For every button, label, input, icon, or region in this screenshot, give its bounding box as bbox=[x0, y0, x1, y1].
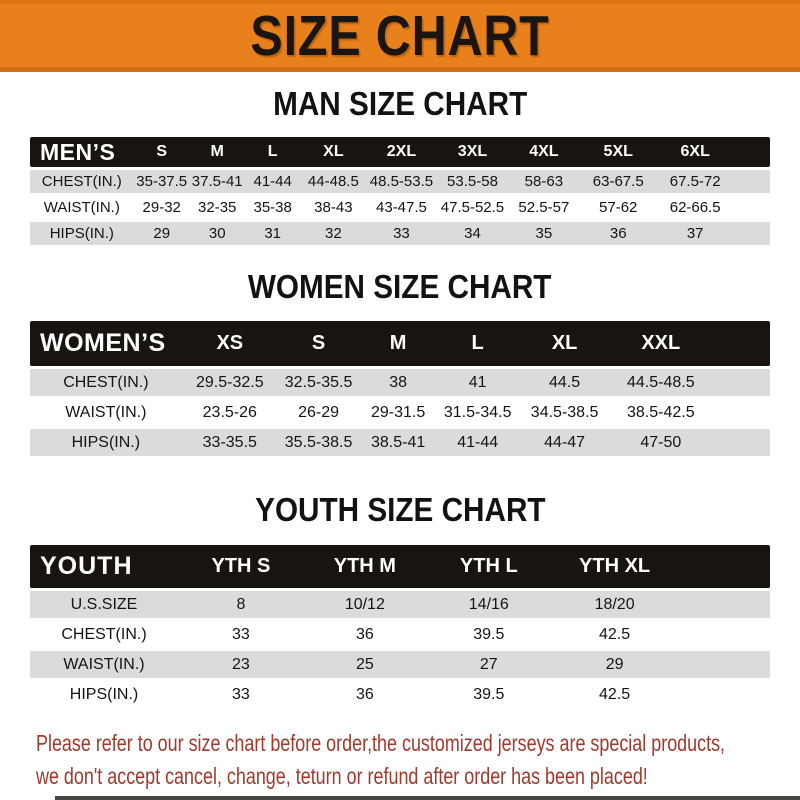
table-column-header: XL bbox=[301, 137, 366, 167]
table-column-header: 2XL bbox=[366, 137, 437, 167]
size-cell: 23 bbox=[178, 648, 304, 678]
row-label: U.S.SIZE bbox=[30, 588, 178, 618]
table-row bbox=[30, 618, 770, 648]
size-cell: 29-32 bbox=[134, 193, 190, 219]
row-spacer bbox=[734, 167, 770, 193]
row-label: HIPS(IN.) bbox=[30, 219, 134, 245]
size-cell: 44-48.5 bbox=[301, 167, 366, 193]
size-cell: 47.5-52.5 bbox=[437, 193, 508, 219]
size-cell: 38 bbox=[359, 366, 437, 396]
header-spacer bbox=[734, 137, 770, 167]
main-title: SIZE CHART bbox=[250, 3, 550, 68]
size-cell: 41-44 bbox=[437, 426, 518, 456]
section-title-text: YOUTH SIZE CHART bbox=[254, 491, 546, 528]
size-cell: 25 bbox=[304, 648, 426, 678]
header-spacer bbox=[711, 321, 770, 366]
size-cell: 47-50 bbox=[611, 426, 711, 456]
row-spacer bbox=[711, 396, 770, 426]
table-header-label: MEN’S bbox=[30, 137, 134, 167]
row-spacer bbox=[677, 588, 770, 618]
size-cell: 31 bbox=[245, 219, 301, 245]
sections-container bbox=[0, 86, 800, 708]
size-cell: 34 bbox=[437, 219, 508, 245]
row-spacer bbox=[734, 219, 770, 245]
size-cell: 18/20 bbox=[552, 588, 678, 618]
row-spacer bbox=[677, 618, 770, 648]
size-cell: 32 bbox=[301, 219, 366, 245]
size-cell: 38-43 bbox=[301, 193, 366, 219]
section-title-text: MAN SIZE CHART bbox=[272, 85, 528, 122]
table-row bbox=[30, 219, 770, 245]
size-cell: 29 bbox=[552, 648, 678, 678]
size-cell: 35 bbox=[508, 219, 580, 245]
row-label: HIPS(IN.) bbox=[30, 678, 178, 708]
table-row bbox=[30, 366, 770, 396]
row-label: WAIST(IN.) bbox=[30, 193, 134, 219]
womens-section-title bbox=[0, 269, 800, 305]
bottom-strip bbox=[55, 796, 800, 800]
table-column-header: L bbox=[245, 137, 301, 167]
table-column-header: YTH S bbox=[178, 545, 304, 588]
size-cell: 34.5-38.5 bbox=[518, 396, 611, 426]
size-section-womens bbox=[0, 269, 800, 456]
size-cell: 33 bbox=[178, 678, 304, 708]
size-cell: 33 bbox=[366, 219, 437, 245]
banner bbox=[0, 0, 800, 72]
footer-note-line2: we don't accept cancel, change, teturn or refund after order has been placed! bbox=[36, 763, 648, 789]
row-spacer bbox=[677, 648, 770, 678]
size-cell: 36 bbox=[304, 618, 426, 648]
table-column-header: 3XL bbox=[437, 137, 508, 167]
table-row bbox=[30, 167, 770, 193]
size-cell: 29-31.5 bbox=[359, 396, 437, 426]
table-column-header: S bbox=[278, 321, 359, 366]
size-cell: 44-47 bbox=[518, 426, 611, 456]
table-column-header: M bbox=[190, 137, 245, 167]
row-spacer bbox=[711, 426, 770, 456]
footer-note bbox=[36, 727, 800, 793]
mens-section-title bbox=[0, 86, 800, 122]
row-spacer bbox=[734, 193, 770, 219]
size-cell: 48.5-53.5 bbox=[366, 167, 437, 193]
row-label: CHEST(IN.) bbox=[30, 366, 182, 396]
youth-size-table bbox=[30, 545, 770, 708]
size-cell: 43-47.5 bbox=[366, 193, 437, 219]
size-section-mens bbox=[0, 86, 800, 245]
size-cell: 39.5 bbox=[426, 678, 552, 708]
size-cell: 26-29 bbox=[278, 396, 359, 426]
size-cell: 41 bbox=[437, 366, 518, 396]
table-header-row bbox=[30, 137, 770, 167]
table-header-row bbox=[30, 545, 770, 588]
table-row bbox=[30, 648, 770, 678]
size-cell: 33-35.5 bbox=[182, 426, 278, 456]
size-cell: 42.5 bbox=[552, 618, 678, 648]
size-cell: 37.5-41 bbox=[190, 167, 245, 193]
table-column-header: S bbox=[134, 137, 190, 167]
size-cell: 33 bbox=[178, 618, 304, 648]
size-cell: 29.5-32.5 bbox=[182, 366, 278, 396]
size-cell: 32-35 bbox=[190, 193, 245, 219]
size-cell: 53.5-58 bbox=[437, 167, 508, 193]
size-cell: 37 bbox=[657, 219, 734, 245]
size-section-youth bbox=[0, 492, 800, 708]
size-cell: 42.5 bbox=[552, 678, 678, 708]
table-column-header: XXL bbox=[611, 321, 711, 366]
table-header-row bbox=[30, 321, 770, 366]
size-cell: 32.5-35.5 bbox=[278, 366, 359, 396]
size-cell: 67.5-72 bbox=[657, 167, 734, 193]
table-row bbox=[30, 396, 770, 426]
size-cell: 39.5 bbox=[426, 618, 552, 648]
size-cell: 38.5-41 bbox=[359, 426, 437, 456]
size-cell: 29 bbox=[134, 219, 190, 245]
size-cell: 58-63 bbox=[508, 167, 580, 193]
table-column-header: M bbox=[359, 321, 437, 366]
size-cell: 38.5-42.5 bbox=[611, 396, 711, 426]
table-column-header: L bbox=[437, 321, 518, 366]
row-label: CHEST(IN.) bbox=[30, 167, 134, 193]
youth-section-title bbox=[0, 492, 800, 528]
size-cell: 36 bbox=[304, 678, 426, 708]
section-title-text: WOMEN SIZE CHART bbox=[248, 268, 552, 305]
header-spacer bbox=[677, 545, 770, 588]
size-cell: 35.5-38.5 bbox=[278, 426, 359, 456]
table-row bbox=[30, 588, 770, 618]
size-cell: 35-37.5 bbox=[134, 167, 190, 193]
size-cell: 52.5-57 bbox=[508, 193, 580, 219]
size-cell: 44.5-48.5 bbox=[611, 366, 711, 396]
size-cell: 31.5-34.5 bbox=[437, 396, 518, 426]
size-cell: 23.5-26 bbox=[182, 396, 278, 426]
table-column-header: 4XL bbox=[508, 137, 580, 167]
row-spacer bbox=[677, 678, 770, 708]
table-row bbox=[30, 193, 770, 219]
size-cell: 36 bbox=[580, 219, 657, 245]
row-label: WAIST(IN.) bbox=[30, 648, 178, 678]
size-cell: 44.5 bbox=[518, 366, 611, 396]
table-row bbox=[30, 678, 770, 708]
size-cell: 63-67.5 bbox=[580, 167, 657, 193]
table-column-header: YTH M bbox=[304, 545, 426, 588]
row-spacer bbox=[711, 366, 770, 396]
size-cell: 41-44 bbox=[245, 167, 301, 193]
size-cell: 10/12 bbox=[304, 588, 426, 618]
size-cell: 8 bbox=[178, 588, 304, 618]
size-cell: 62-66.5 bbox=[657, 193, 734, 219]
row-label: CHEST(IN.) bbox=[30, 618, 178, 648]
footer-note-line1: Please refer to our size chart before order,the customized jerseys are special products, bbox=[36, 730, 726, 756]
row-label: WAIST(IN.) bbox=[30, 396, 182, 426]
table-column-header: YTH L bbox=[426, 545, 552, 588]
table-column-header: YTH XL bbox=[552, 545, 678, 588]
size-cell: 27 bbox=[426, 648, 552, 678]
size-cell: 35-38 bbox=[245, 193, 301, 219]
size-cell: 30 bbox=[190, 219, 245, 245]
womens-size-table bbox=[30, 321, 770, 456]
table-column-header: XS bbox=[182, 321, 278, 366]
table-header-label: WOMEN’S bbox=[30, 321, 182, 366]
table-column-header: 5XL bbox=[580, 137, 657, 167]
table-row bbox=[30, 426, 770, 456]
table-column-header: XL bbox=[518, 321, 611, 366]
size-cell: 57-62 bbox=[580, 193, 657, 219]
table-column-header: 6XL bbox=[657, 137, 734, 167]
table-header-label: YOUTH bbox=[30, 545, 178, 588]
row-label: HIPS(IN.) bbox=[30, 426, 182, 456]
mens-size-table bbox=[30, 137, 770, 245]
size-cell: 14/16 bbox=[426, 588, 552, 618]
